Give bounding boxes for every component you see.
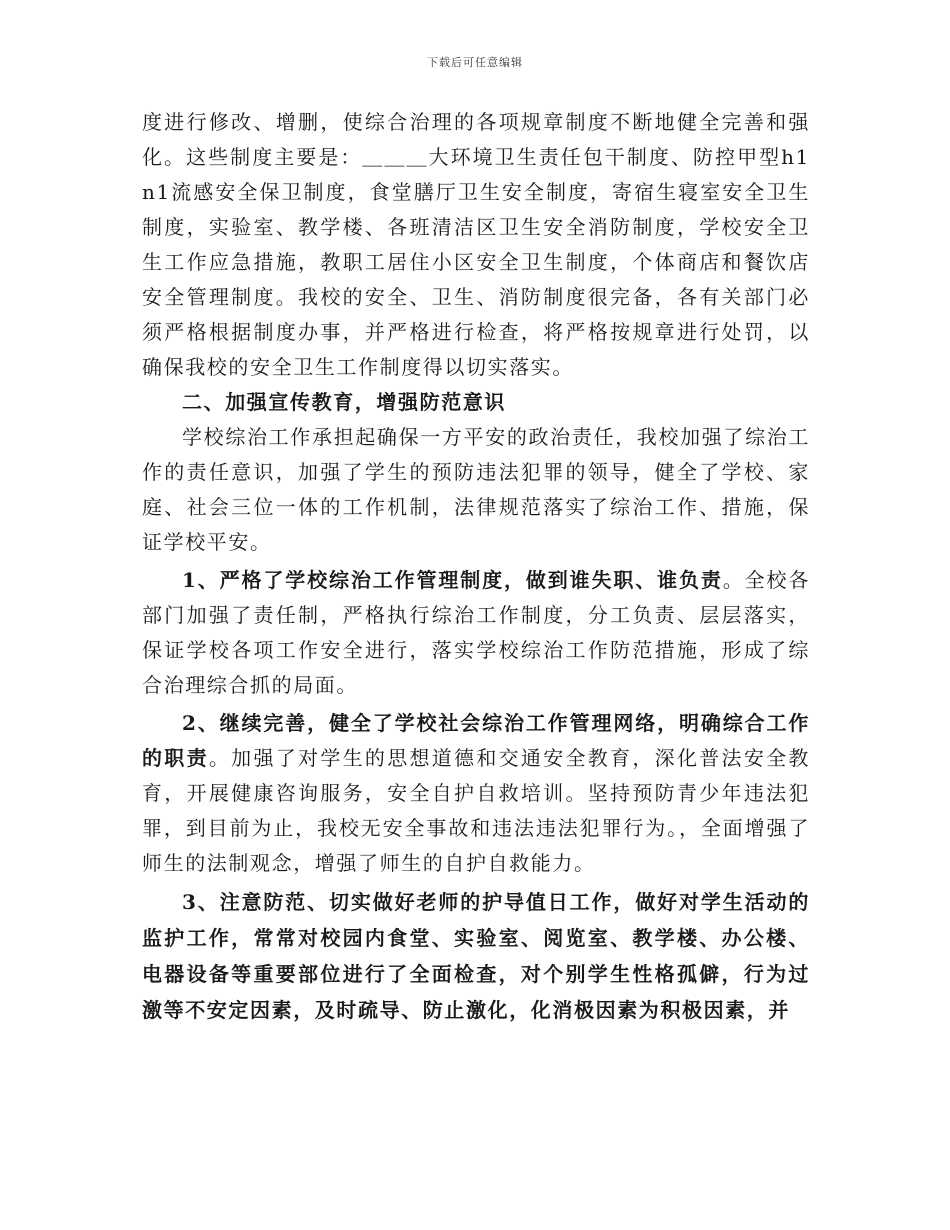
list-item-2-lead: 2、继续完善，健全了学校社会综治工作管理网络，明确综合工作的职责 [142,711,810,770]
list-item-1-lead: 1、严格了学校综治工作管理制度，做到谁失职、谁负责 [182,568,723,592]
list-item-2-body: 。加强了对学生的思想道德和交通安全教育，深化普法安全教育，开展健康咨询服务，安全自护自救培训。坚持预防青少年违法犯罪，到目前为止，我校无安全事故和违法违法犯罪行为。，全面增强了师生的法制观念，增强了师生的自护自救能力。 [142,746,810,875]
section-heading-2: 二、加强宣传教育，增强防范意识 [182,390,506,414]
list-item-2 [142,706,810,881]
paragraph-publicity: 学校综治工作承担起确保一方平安的政治责任，我校加强了综治工作的责任意识，加强了学生的预防违法犯罪的领导，健全了学校、家庭、社会三位一体的工作机制，法律规范落实了综治工作、措施，保证学校平安。 [142,425,810,554]
document-body [142,105,810,1028]
list-item-3: 3、注意防范、切实做好老师的护导值日工作，做好对学生活动的监护工作，常常对校园内食堂、实验室、阅览室、教学楼、办公楼、电器设备等重要部位进行了全面检查，对个别学生性格孤僻，行为过激等不安定因素，及时疏导、防止激化，化消极因素为积极因素，并 [142,890,810,1022]
page-header: 下载后可任意编辑 [427,56,523,69]
list-item-1 [142,563,810,703]
paragraph-regulations: 度进行修改、增删，使综合治理的各项规章制度不断地健全完善和强化。这些制度主要是：＿＿＿大环境卫生责任包干制度、防控甲型h1n1流感安全保卫制度，食堂膳厅卫生安全制度，寄宿生寝室安全卫生制度，实验室、教学楼、各班清洁区卫生安全消防制度，学校安全卫生工作应急措施，教职工居住小区安全卫生制度，个体商店和餐饮店安全管理制度。我校的安全、卫生、消防制度很完备，各有关部门必须严格根据制度办事，并严格进行检查，将严格按规章进行处罚，以确保我校的安全卫生工作制度得以切实落实。 [142,110,810,379]
list-item-1-body: 。全校各部门加强了责任制，严格执行综治工作制度，分工负责、层层落实，保证学校各项工作安全进行，落实学校综治工作防范措施，形成了综合治理综合抓的局面。 [142,568,810,697]
